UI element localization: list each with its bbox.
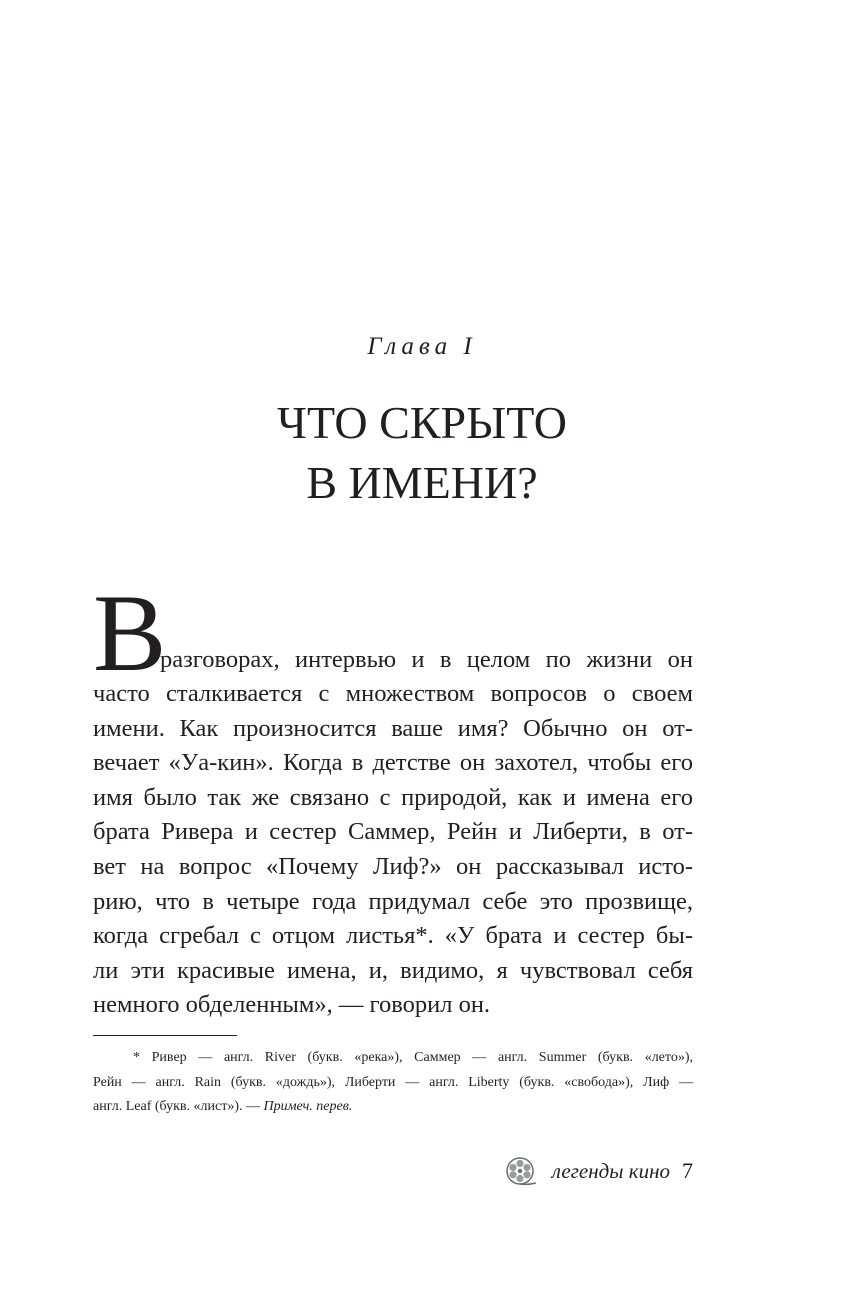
body-line: часто сталкивается с множеством вопросов о своем <box>93 680 693 707</box>
body-line: вечает «Уа-кин». Когда в детстве он захотел, чтобы его <box>93 749 693 777</box>
series-name: легенды кино <box>551 1158 670 1183</box>
footnote <box>93 1046 693 1120</box>
body-line: брата Ривера и сестер Саммер, Рейн и Либерти, в от- <box>93 818 693 846</box>
drop-cap: В <box>93 572 167 694</box>
translator-note: Примеч. перев. <box>263 1099 353 1114</box>
chapter-title-line-1: ЧТО СКРЫТО <box>277 397 567 448</box>
footnote-line: Рейн — англ. Rain (букв. «дождь»), Либерти — англ. Liberty (букв. «свобода»), Лиф — <box>93 1074 693 1090</box>
body-line: рию, что в четыре года придумал себе это прозвище, <box>93 887 693 915</box>
footnote-line: * Ривер — англ. River (букв. «река»), Саммер — англ. Summer (букв. «лето»), <box>133 1050 693 1065</box>
body-line: имя было так же связано с природой, как и имена его <box>93 783 693 811</box>
body-line: имени. Как произносится ваше имя? Обычно он от- <box>93 714 693 742</box>
body-line: разговорах, интервью и в целом по жизни он <box>160 646 693 673</box>
body-text <box>93 677 693 1023</box>
chapter-title-line-2: В ИМЕНИ? <box>306 457 538 508</box>
body-line: вет на вопрос «Почему Лиф?» он рассказывал исто- <box>93 852 693 880</box>
page-number: 7 <box>682 1158 693 1183</box>
body-line: когда сгребал с отцом листья*. «У брата и сестер бы- <box>93 922 693 950</box>
body-line: ли эти красивые имена, и, видимо, я чувствовал себя <box>93 956 693 984</box>
running-footer <box>502 1156 693 1186</box>
footnote-divider <box>93 1035 237 1036</box>
chapter-label: Глава I <box>367 333 477 360</box>
footnote-text: англ. Leaf (букв. «лист»). — <box>93 1099 264 1114</box>
footnote-line <box>93 1095 693 1120</box>
body-line: немного обделенным», — говорил он. <box>93 991 491 1019</box>
film-reel-icon <box>502 1156 538 1186</box>
chapter-title <box>0 393 844 513</box>
